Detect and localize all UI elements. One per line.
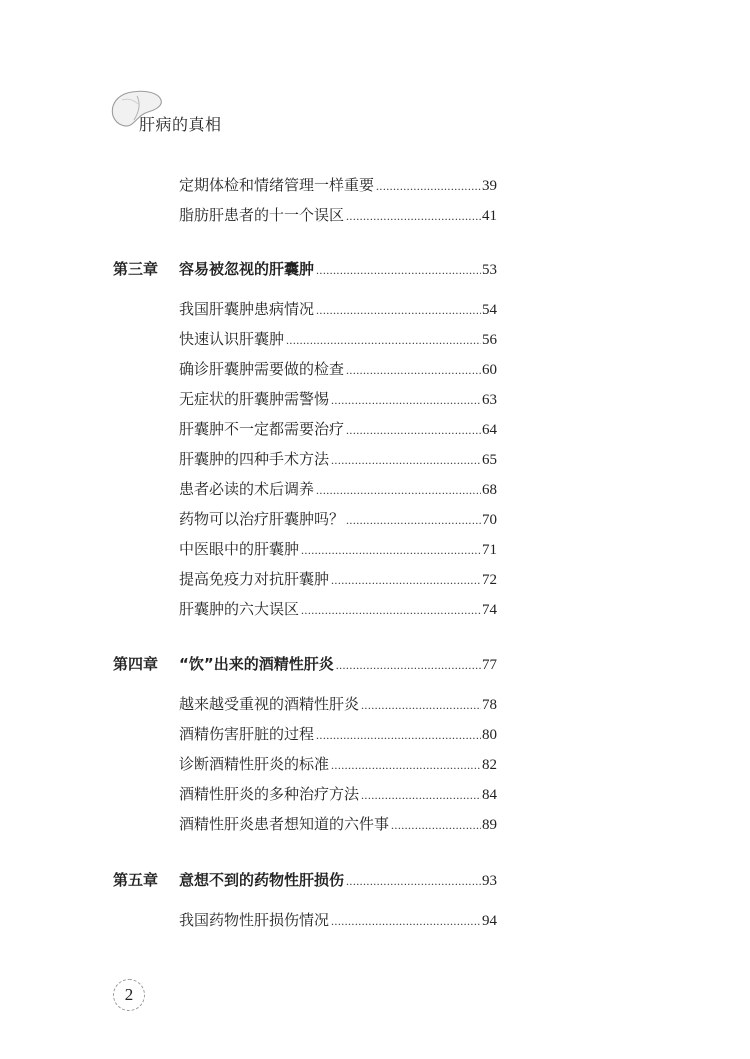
- dot-leader: [316, 300, 481, 320]
- entry-title: 脂肪肝患者的十一个误区: [179, 206, 345, 224]
- dot-leader: [336, 655, 481, 675]
- entry-page: 64: [482, 422, 497, 438]
- dot-leader: [331, 390, 481, 410]
- dot-leader: [316, 725, 481, 745]
- page-number: 2: [124, 985, 134, 1004]
- entry-title: 定期体检和情绪管理一样重要: [179, 176, 375, 194]
- dot-leader: [361, 785, 481, 805]
- entry-page: 71: [482, 542, 497, 558]
- toc-entry: [179, 299, 497, 320]
- entry-title: 肝囊肿不一定都需要治疗: [179, 420, 345, 438]
- entry-title: 肝囊肿的六大误区: [179, 600, 300, 618]
- entry-title: 提高免疫力对抗肝囊肿: [179, 570, 330, 588]
- toc-entry: [179, 539, 497, 560]
- toc-entry: [179, 910, 497, 931]
- entry-title: 快速认识肝囊肿: [179, 330, 285, 348]
- entry-page: 78: [482, 697, 497, 713]
- toc-entry: [179, 599, 497, 620]
- chapter-label: 第五章: [113, 871, 159, 889]
- dot-leader: [346, 206, 481, 226]
- dot-leader: [316, 480, 481, 500]
- dot-leader: [286, 330, 481, 350]
- toc-entry: [179, 419, 497, 440]
- dot-leader: [331, 911, 481, 931]
- entry-title: 诊断酒精性肝炎的标准: [179, 755, 330, 773]
- toc-entry: [179, 359, 497, 380]
- entry-page: 41: [482, 208, 497, 224]
- entry-page: 94: [482, 913, 497, 929]
- dot-leader: [316, 260, 481, 280]
- entry-page: 89: [482, 817, 497, 833]
- chapter-title: “饮”出来的酒精性肝炎: [179, 655, 334, 673]
- entry-title: 我国药物性肝损伤情况: [179, 911, 330, 929]
- entry-title: 酒精性肝炎患者想知道的六件事: [179, 815, 390, 833]
- entry-title: 酒精性肝炎的多种治疗方法: [179, 785, 360, 803]
- dot-leader: [391, 815, 481, 835]
- entry-page: 82: [482, 757, 497, 773]
- entry-title: 确诊肝囊肿需要做的检查: [179, 360, 345, 378]
- toc-entry: [179, 814, 497, 835]
- dot-leader: [301, 600, 481, 620]
- entry-page: 84: [482, 787, 497, 803]
- running-header: [108, 86, 308, 146]
- toc-entry: [179, 205, 497, 226]
- chapter-page: 93: [482, 873, 497, 889]
- entry-title: 患者必读的术后调养: [179, 480, 315, 498]
- entry-page: 74: [482, 602, 497, 618]
- toc-entry: [179, 754, 497, 775]
- dot-leader: [361, 695, 481, 715]
- entry-page: 70: [482, 512, 497, 528]
- entry-title: 药物可以治疗肝囊肿吗？: [179, 510, 345, 528]
- chapter-title: 意想不到的药物性肝损伤: [179, 871, 345, 889]
- toc-entry: [179, 509, 497, 530]
- dot-leader: [301, 540, 481, 560]
- entry-page: 68: [482, 482, 497, 498]
- entry-title: 肝囊肿的四种手术方法: [179, 450, 330, 468]
- toc-entry: [179, 175, 497, 196]
- toc-entry: [179, 479, 497, 500]
- entry-title: 中医眼中的肝囊肿: [179, 540, 300, 558]
- dot-leader: [346, 510, 481, 530]
- chapter-page: 77: [482, 657, 497, 673]
- chapter-label: 第四章: [113, 655, 159, 673]
- entry-title: 越来越受重视的酒精性肝炎: [179, 695, 360, 713]
- entry-page: 60: [482, 362, 497, 378]
- toc-entry: [179, 329, 497, 350]
- dot-leader: [346, 871, 481, 891]
- entry-page: 56: [482, 332, 497, 348]
- entry-page: 39: [482, 178, 497, 194]
- entry-title: 酒精伤害肝脏的过程: [179, 725, 315, 743]
- page-number-badge: [113, 979, 145, 1011]
- entry-page: 72: [482, 572, 497, 588]
- dot-leader: [331, 755, 481, 775]
- entry-page: 80: [482, 727, 497, 743]
- toc-entry: [179, 449, 497, 470]
- toc-entry: [179, 389, 497, 410]
- toc-entry: [179, 784, 497, 805]
- dot-leader: [376, 176, 481, 196]
- book-title: 肝病的真相: [139, 115, 222, 134]
- dot-leader: [331, 570, 481, 590]
- chapter-title: 容易被忽视的肝囊肿: [179, 260, 315, 278]
- toc-entry: [179, 694, 497, 715]
- chapter-label: 第三章: [113, 260, 159, 278]
- entry-page: 65: [482, 452, 497, 468]
- dot-leader: [346, 420, 481, 440]
- entry-title: 我国肝囊肿患病情况: [179, 300, 315, 318]
- chapter-page: 53: [482, 262, 497, 278]
- toc-entry: [179, 569, 497, 590]
- entry-page: 54: [482, 302, 497, 318]
- toc-chapter-entry: [113, 870, 497, 891]
- toc-entry: [179, 724, 497, 745]
- toc-chapter-entry: [113, 654, 497, 675]
- entry-page: 63: [482, 392, 497, 408]
- dot-leader: [346, 360, 481, 380]
- dot-leader: [331, 450, 481, 470]
- entry-title: 无症状的肝囊肿需警惕: [179, 390, 330, 408]
- toc-chapter-entry: [113, 259, 497, 280]
